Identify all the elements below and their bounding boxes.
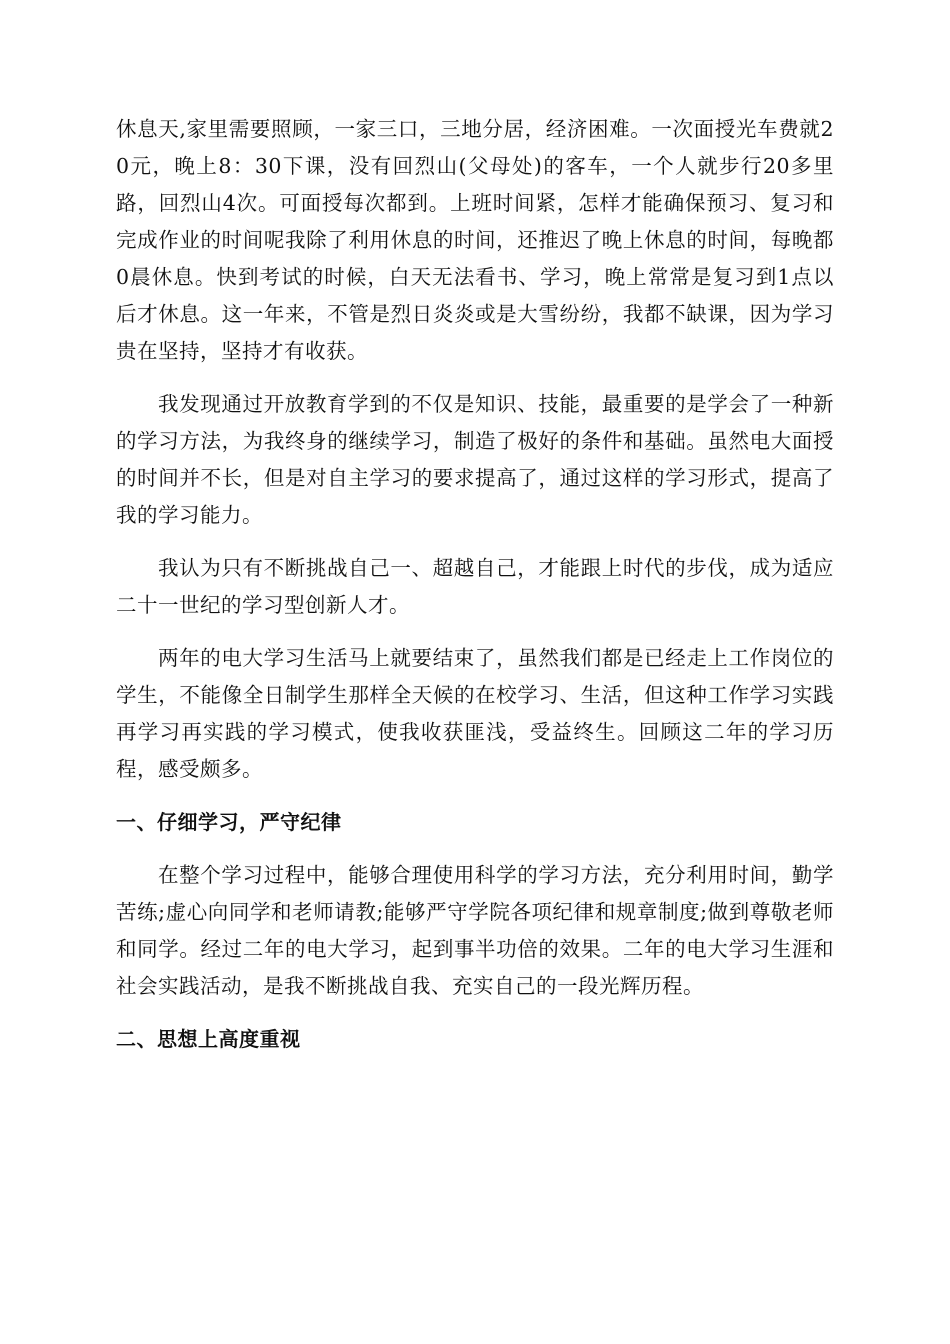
paragraph-4: 两年的电大学习生活马上就要结束了，虽然我们都是已经走上工作岗位的学生，不能像全日制学生那样全天候的在校学习、生活，但这种工作学习实践再学习再实践的学习模式，使我收获匪浅，受益终生。回顾这二年的学习历程，感受颇多。 (116, 646, 834, 781)
section-heading-2: 二、思想上高度重视 (116, 1027, 301, 1051)
document-body (116, 111, 834, 1074)
paragraph-5: 在整个学习过程中，能够合理使用科学的学习方法，充分利用时间，勤学苦练;虚心向同学和老师请教;能够严守学院各项纪律和规章制度;做到尊敬老师和同学。经过二年的电大学习，起到事半功倍的效果。二年的电大学习生涯和社会实践活动，是我不断挑战自我、充实自己的一段光辉历程。 (116, 863, 834, 998)
paragraph-3: 我认为只有不断挑战自己一、超越自己，才能跟上时代的步伐，成为适应二十一世纪的学习型创新人才。 (116, 556, 834, 617)
section-heading-1: 一、仔细学习，严守纪律 (116, 810, 342, 834)
paragraph-2: 我发现通过开放教育学到的不仅是知识、技能，最重要的是学会了一种新的学习方法，为我终身的继续学习，制造了极好的条件和基础。虽然电大面授的时间并不长，但是对自主学习的要求提高了，通过这样的学习形式，提高了我的学习能力。 (116, 392, 834, 527)
paragraph-1: 休息天,家里需要照顾，一家三口，三地分居，经济困难。一次面授光车费就20元，晚上8：30下课，没有回烈山(父母处)的客车，一个人就步行20多里路，回烈山4次。可面授每次都到。上班时间紧，怎样才能确保预习、复习和完成作业的时间呢我除了利用休息的时间，还推迟了晚上休息的时间，每晚都0晨休息。快到考试的时候，白天无法看书、学习，晚上常常是复习到1点以后才休息。这一年来，不管是烈日炎炎或是大雪纷纷，我都不缺课，因为学习贵在坚持，坚持才有收获。 (116, 117, 834, 363)
